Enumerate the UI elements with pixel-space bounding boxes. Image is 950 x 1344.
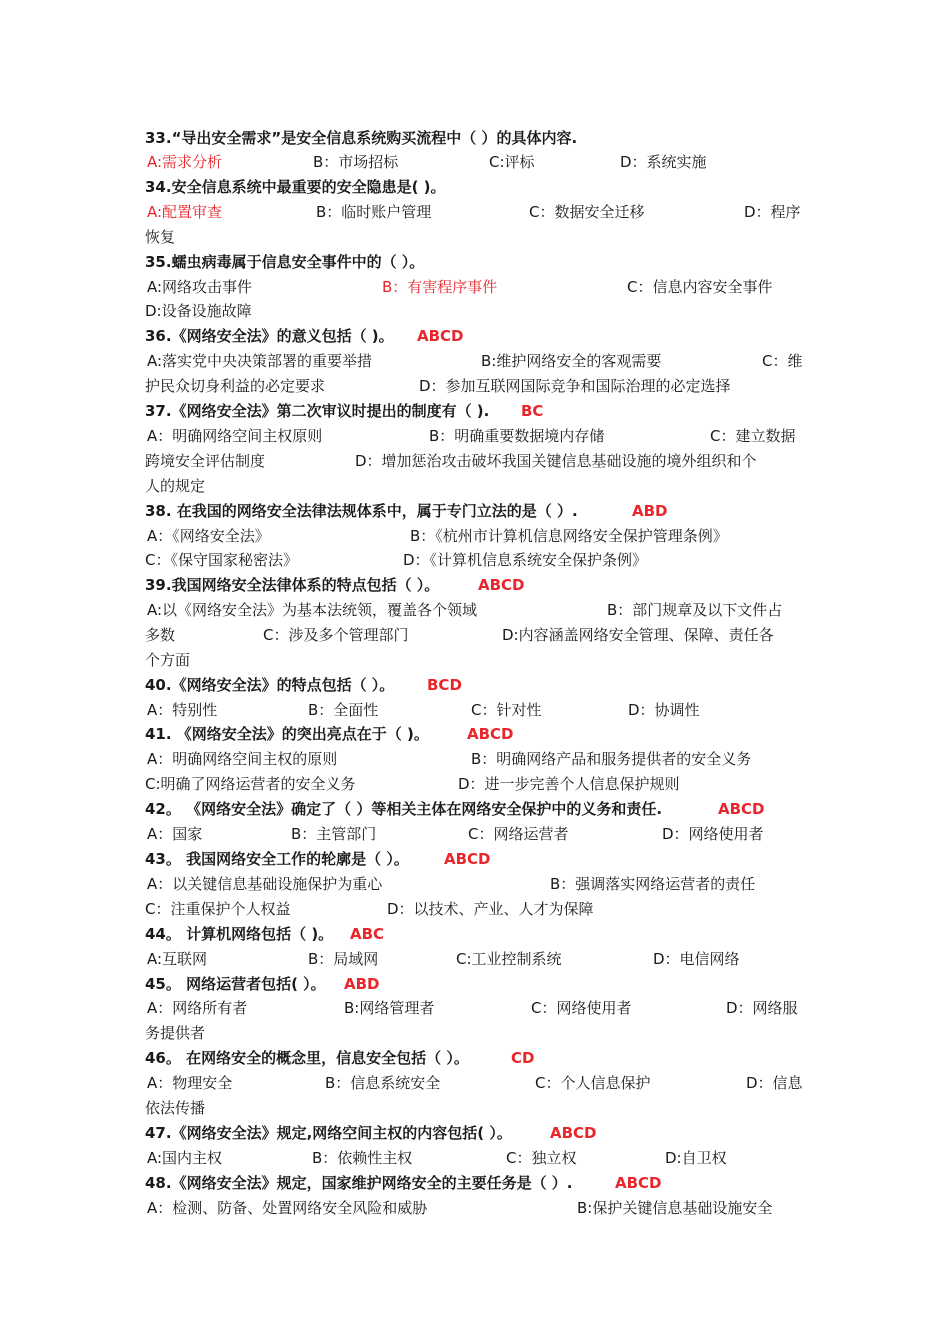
option-text: B：强调落实网络运营者的责任 <box>550 875 756 893</box>
text-line <box>145 847 810 871</box>
text-line <box>145 424 810 448</box>
option-text: 护民众切身利益的必定要求 <box>145 377 326 395</box>
answer-key: BC <box>521 402 544 420</box>
text-line <box>145 772 810 796</box>
text-line <box>145 1071 810 1095</box>
text-line <box>145 698 810 722</box>
answer-key: ABCD <box>550 1124 597 1142</box>
correct-option: B：有害程序事件 <box>382 278 498 296</box>
option-text: C：建立数据 <box>710 427 796 445</box>
text-line <box>145 200 810 224</box>
question-text: 41. 《网络安全法》的突出亮点在于（ )。 <box>145 725 429 743</box>
option-text: C:明确了网络运营者的安全义务 <box>145 775 356 793</box>
question-text: 39.我国网络安全法律体系的特点包括（ ）。 <box>145 576 440 594</box>
answer-key: BCD <box>427 676 462 694</box>
question-text: 47.《网络安全法》规定,网络空间主权的内容包括( ）。 <box>145 1124 512 1142</box>
question-text: 46。 在网络安全的概念里，信息安全包括（ ）。 <box>145 1049 469 1067</box>
answer-key: ABCD <box>615 1174 662 1192</box>
option-text: B：信息系统安全 <box>325 1074 441 1092</box>
answer-key: ABC <box>350 925 385 943</box>
option-text: A:以《网络安全法》为基本法统领，覆盖各个领域 <box>147 601 478 619</box>
text-line <box>145 548 810 572</box>
question-text: 40.《网络安全法》的特点包括（ ）。 <box>145 676 395 694</box>
option-text: B：主管部门 <box>291 825 377 843</box>
option-text: A：网络所有者 <box>147 999 248 1017</box>
text-line <box>145 1096 810 1120</box>
text-line <box>145 1046 810 1070</box>
question-text: 34.安全信息系统中最重要的安全隐患是( )。 <box>145 178 446 196</box>
option-text: C：信息内容安全事件 <box>627 278 773 296</box>
option-text: D：进一步完善个人信息保护规则 <box>458 775 680 793</box>
answer-key: ABCD <box>444 850 491 868</box>
option-text: D：参加互联网国际竞争和国际治理的必定选择 <box>419 377 731 395</box>
answer-key: CD <box>511 1049 535 1067</box>
text-line <box>145 1171 810 1195</box>
text-line <box>145 722 810 746</box>
option-text: C：涉及多个管理部门 <box>263 626 409 644</box>
text-line <box>145 822 810 846</box>
option-text: D：《计算机信息系统安全保护条例》 <box>403 551 648 569</box>
option-text: C：注重保护个人权益 <box>145 900 291 918</box>
option-text: C：个人信息保护 <box>535 1074 651 1092</box>
option-text: A：《网络安全法》 <box>147 527 270 545</box>
option-text: C：维 <box>762 352 803 370</box>
option-text: B:网络管理者 <box>344 999 435 1017</box>
text-line <box>145 524 810 548</box>
text-line <box>145 598 810 622</box>
question-text: 42。 《网络安全法》确定了（ ）等相关主体在网络安全保护中的义务和责任. <box>145 800 663 818</box>
answer-key: ABCD <box>478 576 525 594</box>
text-line <box>145 474 810 498</box>
option-text: 人的规定 <box>145 477 206 495</box>
text-line <box>145 275 810 299</box>
text-line <box>145 349 810 373</box>
option-text: D:设备设施故障 <box>145 302 252 320</box>
option-text: C：针对性 <box>471 701 542 719</box>
correct-option: A:需求分析 <box>147 153 223 171</box>
option-text: D:自卫权 <box>665 1149 727 1167</box>
text-line <box>145 299 810 323</box>
text-line <box>145 126 810 150</box>
question-text: 45。 网络运营者包括( ）。 <box>145 975 326 993</box>
option-text: A：以关键信息基础设施保护为重心 <box>147 875 383 893</box>
option-text: D：系统实施 <box>620 153 707 171</box>
option-text: B：明确重要数据境内存储 <box>429 427 605 445</box>
text-line <box>145 250 810 274</box>
option-text: C：网络运营者 <box>468 825 569 843</box>
option-text: D：电信网络 <box>653 950 740 968</box>
option-text: 务提供者 <box>145 1024 206 1042</box>
text-line <box>145 996 810 1020</box>
option-text: A：检测、防备、处置网络安全风险和威胁 <box>147 1199 428 1217</box>
option-text: C:工业控制系统 <box>456 950 562 968</box>
option-text: A：明确网络空间主权的原则 <box>147 750 338 768</box>
text-line <box>145 399 810 423</box>
option-text: 恢复 <box>145 228 176 246</box>
option-text: C:评标 <box>489 153 535 171</box>
option-text: B：临时账户管理 <box>316 203 432 221</box>
answer-key: ABD <box>344 975 380 993</box>
option-text: C：独立权 <box>506 1149 577 1167</box>
answer-key: ABCD <box>417 327 464 345</box>
text-line <box>145 648 810 672</box>
text-line <box>145 573 810 597</box>
option-text: A：物理安全 <box>147 1074 233 1092</box>
question-text: 48.《网络安全法》规定，国家维护网络安全的主要任务是（ ）. <box>145 1174 573 1192</box>
option-text: A:互联网 <box>147 950 208 968</box>
text-line <box>145 225 810 249</box>
option-text: B：局域网 <box>308 950 379 968</box>
text-line <box>145 673 810 697</box>
option-text: D：网络服 <box>726 999 798 1017</box>
question-text: 36.《网络安全法》的意义包括（ )。 <box>145 327 394 345</box>
text-line <box>145 449 810 473</box>
text-line <box>145 747 810 771</box>
option-text: B：明确网络产品和服务提供者的安全义务 <box>471 750 752 768</box>
text-line <box>145 1196 810 1220</box>
option-text: B：部门规章及以下文件占 <box>607 601 783 619</box>
text-line <box>145 972 810 996</box>
option-text: B：全面性 <box>308 701 379 719</box>
option-text: B:维护网络安全的客观需要 <box>481 352 662 370</box>
option-text: A:网络攻击事件 <box>147 278 253 296</box>
option-text: D：程序 <box>744 203 801 221</box>
text-line <box>145 1146 810 1170</box>
text-line <box>145 1121 810 1145</box>
option-text: B：《杭州市计算机信息网络安全保护管理条例》 <box>410 527 728 545</box>
question-text: 44。 计算机网络包括（ )。 <box>145 925 334 943</box>
question-text: 33.“导出安全需求”是安全信息系统购买流程中（ ）的具体内容. <box>145 129 578 147</box>
text-line <box>145 922 810 946</box>
text-line <box>145 872 810 896</box>
answer-key: ABCD <box>467 725 514 743</box>
option-text: B：依赖性主权 <box>312 1149 413 1167</box>
option-text: C：《保守国家秘密法》 <box>145 551 298 569</box>
text-line <box>145 374 810 398</box>
question-text: 43。 我国网络安全工作的轮廓是（ ）。 <box>145 850 409 868</box>
option-text: B:保护关键信息基础设施安全 <box>577 1199 773 1217</box>
option-text: D：网络使用者 <box>662 825 764 843</box>
option-text: B：市场招标 <box>313 153 399 171</box>
option-text: D:内容涵盖网络安全管理、保障、责任各 <box>502 626 774 644</box>
option-text: D：以技术、产业、人才为保障 <box>387 900 594 918</box>
option-text: 多数 <box>145 626 176 644</box>
option-text: 个方面 <box>145 651 191 669</box>
question-text: 35.蠕虫病毒属于信息安全事件中的（ ）。 <box>145 253 425 271</box>
text-line <box>145 947 810 971</box>
option-text: D：协调性 <box>628 701 700 719</box>
text-line <box>145 897 810 921</box>
text-line <box>145 499 810 523</box>
text-line <box>145 324 810 348</box>
option-text: 依法传播 <box>145 1099 206 1117</box>
option-text: A:国内主权 <box>147 1149 223 1167</box>
option-text: A：特别性 <box>147 701 218 719</box>
option-text: D：增加惩治攻击破坏我国关键信息基础设施的境外组织和个 <box>355 452 757 470</box>
text-line <box>145 150 810 174</box>
text-line <box>145 175 810 199</box>
option-text: A：国家 <box>147 825 203 843</box>
correct-option: A:配置审查 <box>147 203 223 221</box>
question-text: 37.《网络安全法》第二次审议时提出的制度有（ ). <box>145 402 490 420</box>
option-text: D：信息 <box>746 1074 803 1092</box>
text-line <box>145 623 810 647</box>
option-text: C：网络使用者 <box>531 999 632 1017</box>
option-text: A：明确网络空间主权原则 <box>147 427 323 445</box>
answer-key: ABCD <box>718 800 765 818</box>
question-text: 38. 在我国的网络安全法律法规体系中，属于专门立法的是（ ）. <box>145 502 578 520</box>
text-line <box>145 1021 810 1045</box>
option-text: 跨境安全评估制度 <box>145 452 266 470</box>
option-text: A:落实党中央决策部署的重要举措 <box>147 352 373 370</box>
answer-key: ABD <box>632 502 668 520</box>
option-text: C：数据安全迁移 <box>529 203 645 221</box>
text-line <box>145 797 810 821</box>
